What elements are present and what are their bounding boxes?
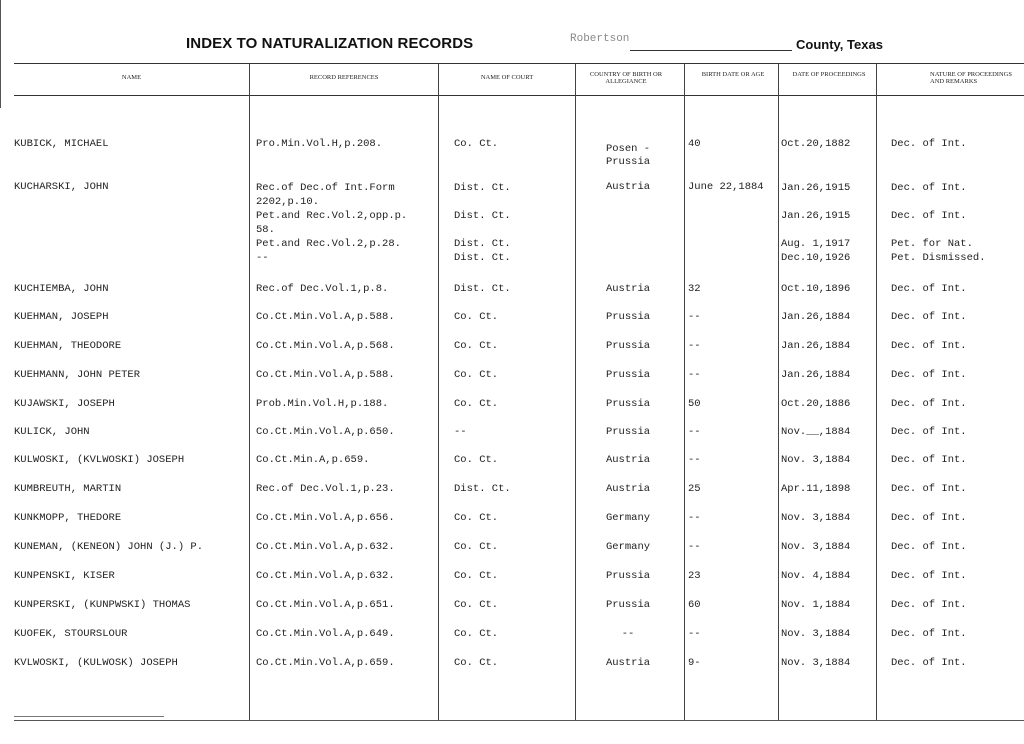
cell-name: KUNEMAN, (KENEON) JOHN (J.) P. (14, 541, 204, 553)
column-header-nature: NATURE OF PROCEEDINGS AND REMARKS (930, 71, 1012, 85)
header-bottom-rule (14, 95, 1024, 96)
cell-record-reference: Co.Ct.Min.Vol.A,p.649. (256, 628, 395, 640)
cell-date: Nov. 3,1884 (781, 454, 851, 466)
cell-court: Co. Ct. (454, 340, 499, 352)
cell-country: Prussia (605, 311, 651, 323)
cell-court: Co. Ct. (454, 512, 499, 524)
column-divider (438, 64, 439, 720)
cell-record-reference: Rec.of Dec.Vol.1,p.23. (256, 483, 395, 495)
cell-court: Co. Ct. (454, 138, 499, 150)
cell-name: KUNPENSKI, KISER (14, 570, 115, 582)
column-divider (249, 64, 250, 720)
county-name: Robertson (570, 33, 630, 45)
cell-country: Posen - Prussia (605, 143, 651, 168)
cell-date: Oct.20,1886 (781, 398, 851, 410)
cell-name: KUMBREUTH, MARTIN (14, 483, 122, 495)
cell-date: Nov. 3,1884 (781, 541, 851, 553)
card-edge (0, 0, 1, 108)
cell-nature: Dec. of Int. (891, 628, 967, 640)
cell-date: Oct.20,1882 (781, 138, 851, 150)
cell-date: Jan.26,1884 (781, 311, 851, 323)
cell-record-reference: Co.Ct.Min.A,p.659. (256, 454, 370, 466)
cell-birth: 50 (688, 398, 701, 410)
cell-record-reference: Co.Ct.Min.Vol.A,p.651. (256, 599, 395, 611)
cell-court: Co. Ct. (454, 311, 499, 323)
header-top-rule (14, 63, 1024, 64)
cell-record-reference: Co.Ct.Min.Vol.A,p.659. (256, 657, 395, 669)
cell-country: Austria (605, 657, 651, 669)
cell-court: Co. Ct. (454, 657, 499, 669)
cell-country: Prussia (605, 398, 651, 410)
cell-nature: Dec. of Int. (891, 426, 967, 438)
cell-name: KUCHIEMBA, JOHN (14, 283, 109, 295)
cell-name: KUEHMANN, JOHN PETER (14, 369, 141, 381)
cell-name: KUOFEK, STOURSLOUR (14, 628, 128, 640)
cell-birth: 25 (688, 483, 701, 495)
cell-name: KUEHMAN, JOSEPH (14, 311, 109, 323)
cell-birth: 23 (688, 570, 701, 582)
cell-nature: Dec. of Int. (891, 599, 967, 611)
cell-record-reference: Rec.of Dec.Vol.1,p.8. (256, 283, 389, 295)
cell-court: Co. Ct. (454, 454, 499, 466)
cell-birth: -- (688, 426, 701, 438)
cell-birth: -- (688, 454, 701, 466)
cell-date: Jan.26,1884 (781, 369, 851, 381)
cell-nature: Dec. of Int. (891, 283, 967, 295)
cell-court: Co. Ct. (454, 570, 499, 582)
cell-name: KUNKMOPP, THEDORE (14, 512, 122, 524)
cell-record-reference: Co.Ct.Min.Vol.A,p.588. (256, 311, 395, 323)
column-divider (876, 64, 877, 720)
cell-country: Prussia (605, 599, 651, 611)
cell-record-reference: Co.Ct.Min.Vol.A,p.568. (256, 340, 395, 352)
cell-nature: Dec. of Int. (891, 398, 967, 410)
cell-birth: -- (688, 541, 701, 553)
cell-name: KUEHMAN, THEODORE (14, 340, 122, 352)
cell-name: KUCHARSKI, JOHN (14, 181, 109, 193)
cell-name: KULICK, JOHN (14, 426, 90, 438)
cell-record-reference: Pro.Min.Vol.H,p.208. (256, 138, 383, 150)
cell-birth: 32 (688, 283, 701, 295)
cell-nature: Dec. of Int. (891, 570, 967, 582)
column-header-date: DATE OF PROCEEDINGS (792, 71, 866, 78)
column-divider (575, 64, 576, 720)
cell-nature: Dec. of Int. (891, 454, 967, 466)
cell-birth: 9- (688, 657, 701, 669)
cell-country: Austria (605, 483, 651, 495)
cell-name: KULWOSKI, (KVLWOSKI) JOSEPH (14, 454, 185, 466)
cell-date: Nov. 3,1884 (781, 628, 851, 640)
cell-date: Nov. 1,1884 (781, 599, 851, 611)
column-header-record-references: RECORD REFERENCES (309, 74, 379, 81)
cell-birth: -- (688, 628, 701, 640)
cell-record-reference: Rec.of Dec.of Int.Form 2202,p.10. Pet.and Rec.Vol.2,opp.p. 58. Pet.and Rec.Vol.2,p.28. -- (256, 182, 408, 264)
footer-rule (14, 720, 1024, 721)
cell-record-reference: Co.Ct.Min.Vol.A,p.632. (256, 541, 395, 553)
cell-country: Prussia (605, 340, 651, 352)
cell-country: Prussia (605, 570, 651, 582)
cell-nature: Dec. of Int. Dec. of Int. Pet. for Nat. Pet. Dismissed. (891, 182, 986, 264)
cell-court: Co. Ct. (454, 541, 499, 553)
cell-nature: Dec. of Int. (891, 138, 967, 150)
cell-country: Germany (605, 512, 651, 524)
column-header-country: COUNTRY OF BIRTH OR ALLEGIANCE (589, 71, 663, 85)
cell-name: KVLWOSKI, (KULWOSK) JOSEPH (14, 657, 178, 669)
cell-date: Nov. 3,1884 (781, 512, 851, 524)
cell-nature: Dec. of Int. (891, 657, 967, 669)
cell-country: -- (621, 628, 635, 640)
cell-country: Germany (605, 541, 651, 553)
cell-country: Austria (605, 181, 651, 193)
cell-court: Co. Ct. (454, 398, 499, 410)
cell-birth: June 22,1884 (688, 181, 764, 193)
cell-record-reference: Co.Ct.Min.Vol.A,p.632. (256, 570, 395, 582)
cell-date: Jan.26,1915 Jan.26,1915 Aug. 1,1917 Dec.10,1926 (781, 182, 851, 264)
column-divider (684, 64, 685, 720)
cell-date: Nov.__,1884 (781, 426, 851, 438)
cell-name: KUJAWSKI, JOSEPH (14, 398, 115, 410)
cell-date: Jan.26,1884 (781, 340, 851, 352)
footer-rule (14, 716, 164, 717)
cell-nature: Dec. of Int. (891, 512, 967, 524)
cell-record-reference: Prob.Min.Vol.H,p.188. (256, 398, 389, 410)
cell-nature: Dec. of Int. (891, 311, 967, 323)
cell-country: Austria (605, 454, 651, 466)
cell-country: Austria (605, 283, 651, 295)
cell-court: Co. Ct. (454, 628, 499, 640)
cell-date: Oct.10,1896 (781, 283, 851, 295)
page-title: INDEX TO NATURALIZATION RECORDS (186, 35, 474, 52)
cell-birth: -- (688, 311, 701, 323)
column-header-name: NAME (121, 74, 142, 81)
cell-court: -- (454, 426, 467, 438)
cell-birth: 40 (688, 138, 701, 150)
cell-nature: Dec. of Int. (891, 541, 967, 553)
cell-name: KUNPERSKI, (KUNPWSKI) THOMAS (14, 599, 191, 611)
column-header-court: NAME OF COURT (480, 74, 534, 81)
county-fill-line (630, 50, 792, 51)
cell-nature: Dec. of Int. (891, 483, 967, 495)
cell-nature: Dec. of Int. (891, 369, 967, 381)
cell-record-reference: Co.Ct.Min.Vol.A,p.588. (256, 369, 395, 381)
cell-court: Dist. Ct. (454, 483, 511, 495)
cell-birth: 60 (688, 599, 701, 611)
cell-record-reference: Co.Ct.Min.Vol.A,p.656. (256, 512, 395, 524)
county-label: County, Texas (796, 37, 883, 52)
cell-nature: Dec. of Int. (891, 340, 967, 352)
cell-birth: -- (688, 369, 701, 381)
cell-birth: -- (688, 340, 701, 352)
cell-country: Prussia (605, 369, 651, 381)
column-divider (778, 64, 779, 720)
cell-birth: -- (688, 512, 701, 524)
cell-name: KUBICK, MICHAEL (14, 138, 109, 150)
cell-court: Co. Ct. (454, 369, 499, 381)
cell-date: Nov. 4,1884 (781, 570, 851, 582)
cell-court: Co. Ct. (454, 599, 499, 611)
cell-court: Dist. Ct. (454, 283, 511, 295)
cell-record-reference: Co.Ct.Min.Vol.A,p.650. (256, 426, 395, 438)
cell-date: Apr.11,1898 (781, 483, 851, 495)
cell-country: Prussia (605, 426, 651, 438)
column-header-birth: BIRTH DATE OR AGE (701, 71, 765, 78)
cell-date: Nov. 3,1884 (781, 657, 851, 669)
cell-court: Dist. Ct. Dist. Ct. Dist. Ct. Dist. Ct. (454, 182, 511, 264)
